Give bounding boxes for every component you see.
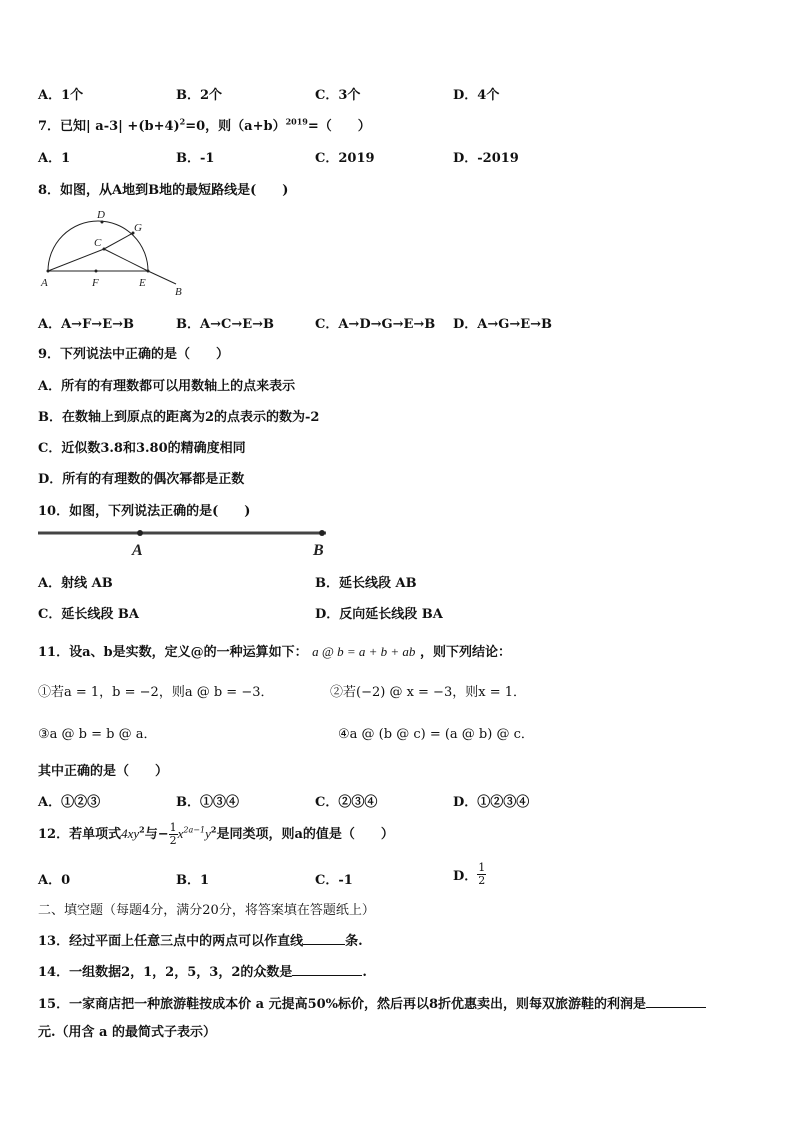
q8-stem: 8．如图，从A地到B地的最短路线是( ) <box>38 183 289 198</box>
q10-figure <box>36 525 336 563</box>
q11-conclusion-4: ④a @ (b @ c) = (a @ b) @ c． <box>338 727 534 742</box>
q7-stem: 7．已知| $a-3| +(b+4)^2=0$，则$(a+b)^{2019}=$（ ） <box>38 116 371 134</box>
q14-text: 14．一组数据2，1，2，5，3，2的众数是 . <box>38 965 367 980</box>
q6-option-d: D．4个 <box>453 88 500 103</box>
q11-option-b: B．①③④ <box>176 795 239 810</box>
q11-conclusion-3: ③a @ b = b @ a． <box>38 727 157 742</box>
q7-option-a: A．1 <box>38 151 71 166</box>
q15-answer-blank[interactable] <box>646 995 706 1008</box>
q10-option-b: B．延长线段 AB <box>315 576 417 591</box>
q8-option-b: B．A→C→E→B <box>176 317 274 332</box>
q8-label-b: B <box>175 286 182 298</box>
q15-text: 15．一家商店把一种旅游鞋按成本价 a 元提高50%标价，然后再以8折优惠卖出，则每双旅游鞋的利润是 <box>38 993 706 1012</box>
q9-option-b: B．在数轴上到原点的距离为2的点表示的数为-2 <box>38 410 320 425</box>
q12-option-b: B．1 <box>176 873 210 888</box>
q11-conclusion-2: ②若(−2) @ x = −3，则x = 1． <box>330 685 526 700</box>
q8-option-c: C．A→D→G→E→B <box>315 317 436 332</box>
q9-option-d: D．所有的有理数的偶次幂都是正数 <box>38 472 245 487</box>
q11-option-d: D．①②③④ <box>453 795 530 810</box>
q10-label-a: A <box>132 542 143 559</box>
q13-answer-blank[interactable] <box>303 932 345 945</box>
q8-label-a: A <box>41 277 48 289</box>
q11-formula: a @ b = a + b + ab <box>312 644 416 659</box>
q6-option-b: B．2个 <box>176 88 223 103</box>
q7-option-d: D．-2019 <box>453 151 519 166</box>
q6-option-c: C．3个 <box>315 88 361 103</box>
q11-option-c: C．②③④ <box>315 795 378 810</box>
q7-option-c: C．2019 <box>315 151 375 166</box>
q8-label-f: F <box>92 277 99 289</box>
q8-label-g: G <box>134 222 142 234</box>
q12-stem: 12．若单项式$4xy^2$与− $\frac{1}{2}$ $x^{2a-1}y^2$是同类项，则a的值是（ ） <box>38 821 394 847</box>
q11-conclusion-1: ①若a = 1，b = −2，则a @ b = −3． <box>38 685 274 700</box>
q8-label-d: D <box>97 209 105 221</box>
section-2-heading: 二、填空题（每题4分，满分20分，将答案填在答题纸上） <box>38 903 375 918</box>
q10-option-c: C．延长线段 BA <box>38 607 139 622</box>
q15-text-cont: 元.（用含 a 的最简式子表示） <box>38 1025 217 1040</box>
q8-label-c: C <box>94 237 102 249</box>
q13-text: 13．经过平面上任意三点中的两点可以作直线 条. <box>38 934 363 949</box>
q8-option-a: A．A→F→E→B <box>38 317 134 332</box>
q11-stem: 11．设a、b是实数，定义@的一种运算如下： a @ b = a + b + ab ，则下列结论： <box>38 644 511 660</box>
q10-option-d: D．反向延长线段 BA <box>315 607 443 622</box>
q8-figure <box>36 205 196 300</box>
q8-option-d: D．A→G→E→B <box>453 317 553 332</box>
q6-option-a: A．1个 <box>38 88 84 103</box>
q10-option-a: A．射线 AB <box>38 576 113 591</box>
q8-label-e: E <box>139 277 146 289</box>
q11-question: 其中正确的是（ ） <box>38 764 169 779</box>
q9-option-c: C．近似数3.8和3.80的精确度相同 <box>38 441 246 456</box>
q14-answer-blank[interactable] <box>292 963 362 976</box>
q11-option-a: A．①②③ <box>38 795 101 810</box>
q7-option-b: B．-1 <box>176 151 215 166</box>
q9-stem: 9．下列说法中正确的是（ ） <box>38 347 230 362</box>
q10-label-b: B <box>313 542 324 559</box>
q12-option-d: D． $\frac{1}{2}$ <box>453 861 486 887</box>
q12-option-a: A．0 <box>38 873 71 888</box>
q10-stem: 10．如图，下列说法正确的是( ) <box>38 504 251 519</box>
q12-option-c: C．-1 <box>315 873 353 888</box>
q9-option-a: A．所有的有理数都可以用数轴上的点来表示 <box>38 379 296 394</box>
